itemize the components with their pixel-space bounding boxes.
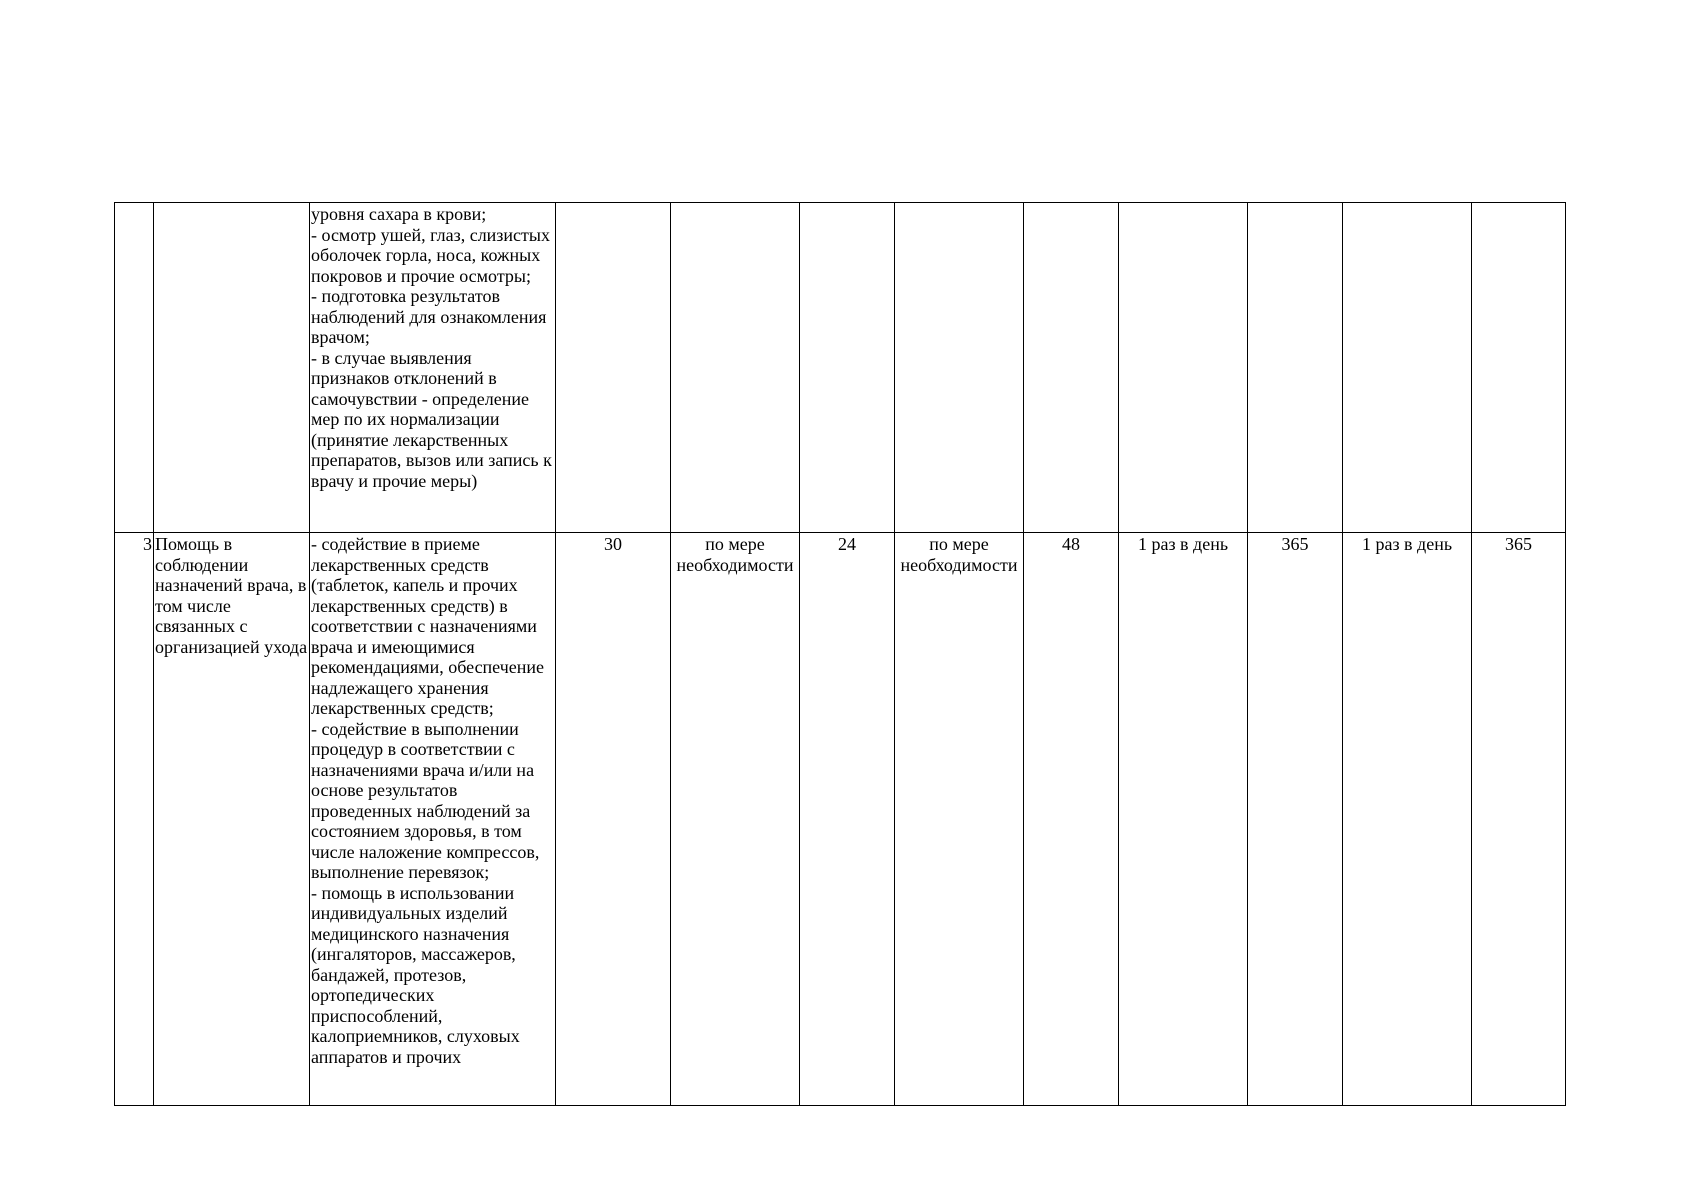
service-content-cell: уровня сахара в крови; - осмотр ушей, глаз, слизистых оболочек горла, носа, кожных покровов и прочие осмотры; - подготовка результатов наблюдений для ознакомления врачом; - в случае выявления признаков отклонений в самочувствии - определение мер по их нормализации (принятие лекарственных препаратов, вызов или запись к врачу и прочие меры): [310, 203, 556, 533]
frequency-cell: по мере необходимости: [895, 533, 1024, 1106]
service-name-cell: Помощь в соблюдении назначений врача, в том числе связанных с организацией ухода: [154, 533, 310, 1106]
service-name-cell: [154, 203, 310, 533]
count-cell: 48: [1024, 533, 1119, 1106]
table-cell: [1119, 203, 1248, 533]
table-cell: [671, 203, 800, 533]
frequency-cell: по мере необходимости: [671, 533, 800, 1106]
table-cell: [800, 203, 895, 533]
row-number-cell: 3: [115, 533, 154, 1106]
services-table: [114, 202, 1566, 1106]
table-cell: [1024, 203, 1119, 533]
count-cell: 365: [1472, 533, 1566, 1106]
time-norm-cell: 30: [556, 533, 671, 1106]
row-number-cell: [115, 203, 154, 533]
table-cell: [556, 203, 671, 533]
table-cell: [1248, 203, 1343, 533]
table-cell: [1472, 203, 1566, 533]
count-cell: 365: [1248, 533, 1343, 1106]
table-row: [115, 203, 1566, 533]
table-row: [115, 533, 1566, 1106]
table-cell: [895, 203, 1024, 533]
table-cell: [1343, 203, 1472, 533]
frequency-cell: 1 раз в день: [1343, 533, 1472, 1106]
service-content-cell: - содействие в приеме лекарственных средств (таблеток, капель и прочих лекарственных средств) в соответствии с назначениями врача и имеющимися рекомендациями, обеспечение надлежащего хранения лекарственных средств; - содействие в выполнении процедур в соответствии с назначениями врача и/или на основе результатов проведенных наблюдений за состоянием здоровья, в том числе наложение компрессов, выполнение перевязок; - помощь в использовании индивидуальных изделий медицинского назначения (ингаляторов, массажеров, бандажей, протезов, ортопедических приспособлений, калоприемников, слуховых аппаратов и прочих: [310, 533, 556, 1106]
frequency-cell: 1 раз в день: [1119, 533, 1248, 1106]
count-cell: 24: [800, 533, 895, 1106]
